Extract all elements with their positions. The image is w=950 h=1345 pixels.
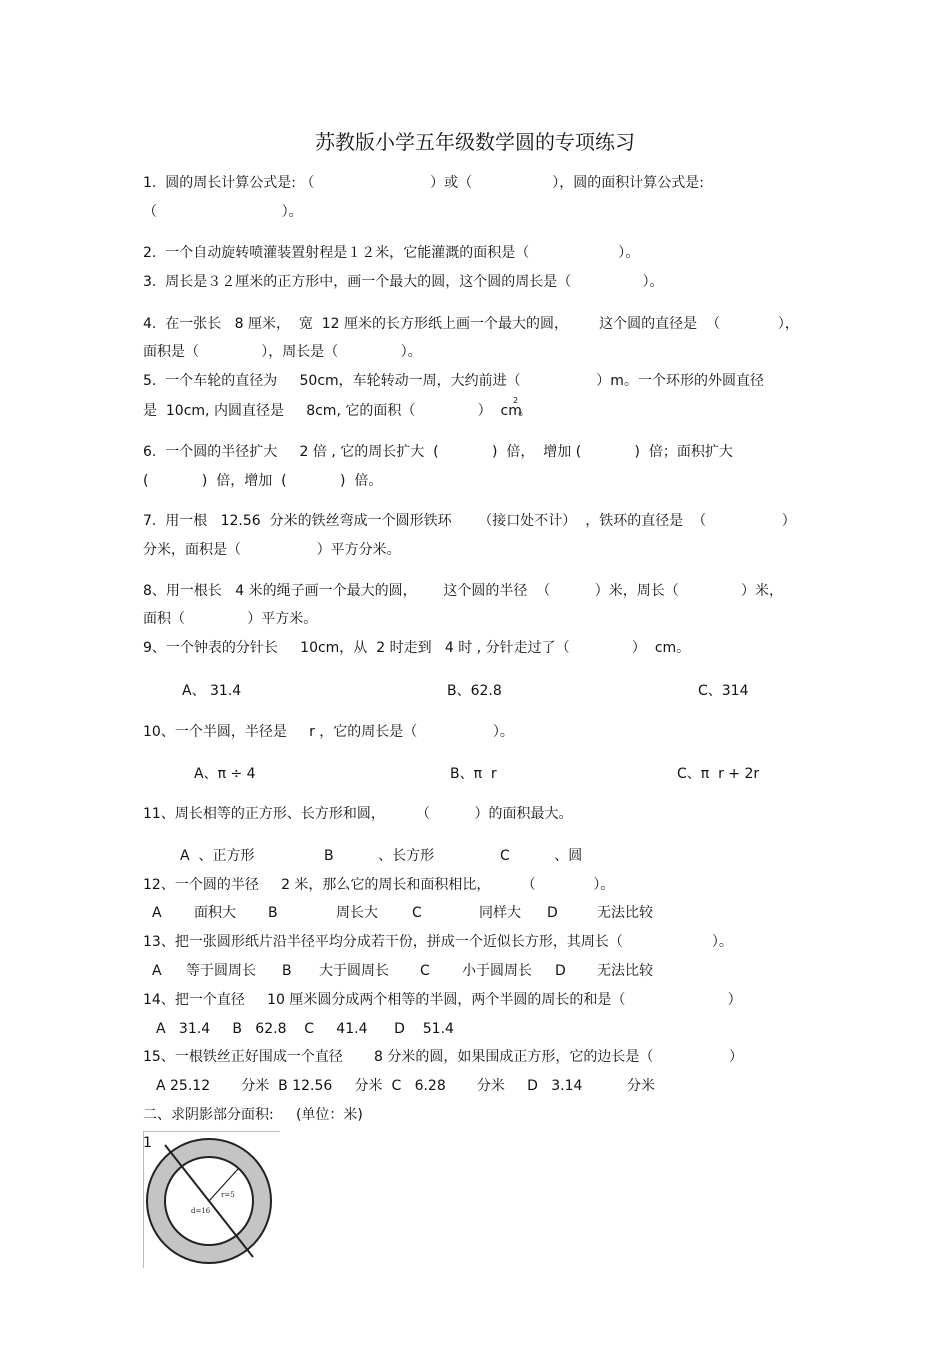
superscript-2: 2 bbox=[513, 396, 519, 405]
q12-letter-d: D bbox=[547, 905, 558, 921]
question-5-end-dot: 。 bbox=[518, 403, 532, 419]
q13-option-d: 无法比较 bbox=[597, 963, 653, 979]
q9-option-b: B、62.8 bbox=[447, 683, 502, 699]
figure-number: 1 bbox=[143, 1135, 152, 1151]
question-4-line-2: 面积是（ ），周长是（ ）。 bbox=[143, 344, 422, 360]
q13-option-c: 小于圆周长 bbox=[462, 963, 532, 979]
q12-option-b: 周长大 bbox=[336, 905, 378, 921]
q11-option-c: C 、圆 bbox=[500, 848, 583, 864]
question-6-line-1: 6. 一个圆的半径扩大 2 倍 , 它的周长扩大 ( ) 倍， 增加 ( ) 倍；面积扩大 bbox=[143, 444, 733, 460]
q10-option-b: B、π r bbox=[450, 766, 497, 782]
diameter-label: d=16 bbox=[191, 1207, 211, 1215]
question-10: 10、一个半圆，半径是 r ，它的周长是（ ）。 bbox=[143, 724, 514, 740]
shaded-ring-figure bbox=[143, 1131, 279, 1267]
question-5-line-2: 是 10cm, 内圆直径是 8cm, 它的面积（ ） cm bbox=[143, 403, 522, 419]
question-1-line-2: （ ）。 bbox=[143, 204, 303, 220]
q12-option-c: 同样大 bbox=[479, 905, 521, 921]
q13-letter-a: A bbox=[152, 963, 162, 979]
q11-option-a: A 、正方形 bbox=[180, 848, 255, 864]
q12-letter-b: B bbox=[268, 905, 278, 921]
question-2: 2. 一个自动旋转喷灌装置射程是１２米，它能灌溉的面积是（ ）。 bbox=[143, 245, 640, 261]
q15-options: A 25.12 分米 B 12.56 分米 C 6.28 分米 D 3.14 分米 bbox=[156, 1078, 655, 1094]
q13-letter-b: B bbox=[282, 963, 292, 979]
question-14: 14、把一个直径 10 厘米圆分成两个相等的半圆，两个半圆的周长的和是（ ） bbox=[143, 992, 742, 1008]
question-1-line-1: 1. 圆的周长计算公式是: （ ）或（ ），圆的面积计算公式是: bbox=[143, 175, 704, 191]
question-7-line-1: 7. 用一根 12.56 分米的铁丝弯成一个圆形铁环 （接口处不计） ，铁环的直径是 （ ） bbox=[143, 513, 796, 529]
q12-letter-a: A bbox=[152, 905, 162, 921]
page-title: 苏教版小学五年级数学圆的专项练习 bbox=[315, 130, 635, 154]
question-8-line-2: 面积（ ）平方米。 bbox=[143, 611, 318, 627]
radius-label: r=5 bbox=[221, 1191, 235, 1199]
q12-option-a: 面积大 bbox=[194, 905, 236, 921]
question-6-line-2: ( ) 倍，增加 ( ) 倍。 bbox=[143, 473, 383, 489]
question-15: 15、一根铁丝正好围成一个直径 8 分米的圆，如果围成正方形，它的边长是（ ） bbox=[143, 1049, 743, 1065]
q14-options: A 31.4 B 62.8 C 41.4 D 51.4 bbox=[156, 1021, 454, 1037]
question-5-line-1: 5. 一个车轮的直径为 50cm，车轮转动一周，大约前进（ ）m。一个环形的外圆直径 bbox=[143, 373, 764, 389]
question-13: 13、把一张圆形纸片沿半径平均分成若干份，拼成一个近似长方形，其周长（ ）。 bbox=[143, 934, 733, 950]
q13-option-a: 等于圆周长 bbox=[186, 963, 256, 979]
q10-option-a: A、π ÷ 4 bbox=[194, 766, 256, 782]
question-3: 3. 周长是３２厘米的正方形中，画一个最大的圆，这个圆的周长是（ ）。 bbox=[143, 274, 664, 290]
q9-option-a: A、 31.4 bbox=[182, 683, 242, 699]
question-7-line-2: 分米，面积是（ ）平方分米。 bbox=[143, 542, 401, 558]
q13-letter-d: D bbox=[555, 963, 566, 979]
q11-option-b: B 、长方形 bbox=[324, 848, 435, 864]
q12-option-d: 无法比较 bbox=[597, 905, 653, 921]
question-9: 9、一个钟表的分针长 10cm，从 2 时走到 4 时 , 分针走过了（ ） cm。 bbox=[143, 640, 691, 656]
q12-letter-c: C bbox=[412, 905, 422, 921]
q9-option-c: C、314 bbox=[698, 683, 749, 699]
q13-option-b: 大于圆周长 bbox=[319, 963, 389, 979]
question-8-line-1: 8、用一根长 4 米的绳子画一个最大的圆， 这个圆的半径 （ ）米，周长（ ）米， bbox=[143, 583, 784, 599]
question-12: 12、一个圆的半径 2 米，那么它的周长和面积相比， （ ）。 bbox=[143, 877, 615, 893]
question-11: 11、周长相等的正方形、长方形和圆， （ ）的面积最大。 bbox=[143, 806, 573, 822]
q13-letter-c: C bbox=[420, 963, 430, 979]
question-4-line-1: 4. 在一张长 8 厘米， 宽 12 厘米的长方形纸上画一个最大的圆， 这个圆的直径是 （ ）， bbox=[143, 316, 799, 332]
q10-option-c: C、π r + 2r bbox=[677, 766, 760, 782]
section-2-heading: 二、求阴影部分面积: (单位：米) bbox=[143, 1107, 363, 1123]
